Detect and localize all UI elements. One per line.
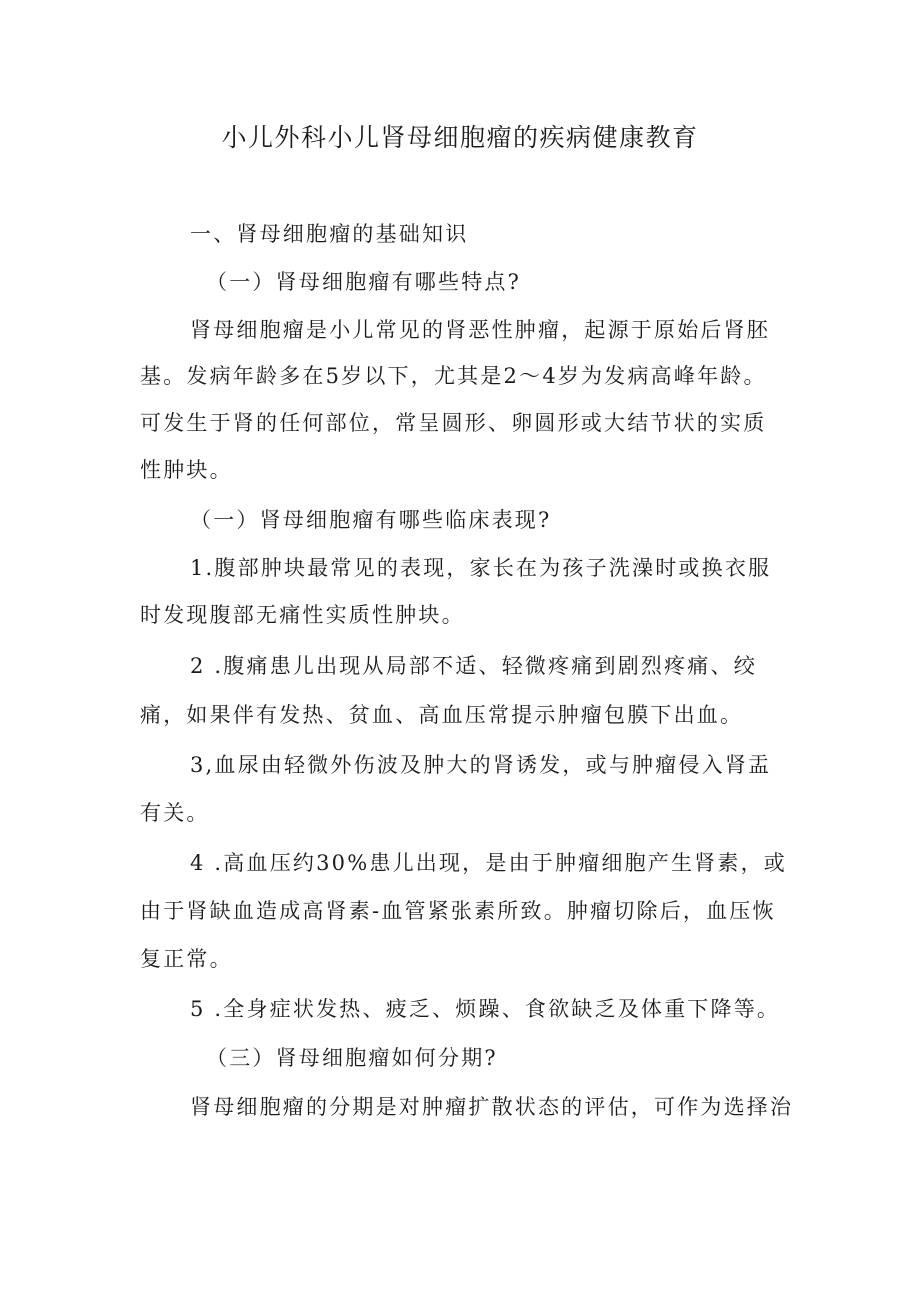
list-item-line: 2 .腹痛患儿出现从局部不适、轻微疼痛到剧烈疼痛、绞 [190, 654, 757, 678]
paragraph-line: 基。发病年龄多在5岁以下，尤其是2～4岁为发病高峰年龄。 [140, 364, 767, 388]
list-item-line: 由于肾缺血造成高肾素-血管紧张素所致。肿瘤切除后，血压恢 [140, 899, 776, 923]
paragraph-line: 性肿块。 [140, 458, 233, 482]
document-title: 小儿外科小儿肾母细胞瘤的疾病健康教育 [221, 123, 699, 152]
section-heading: 一、肾母细胞瘤的基础知识 [190, 222, 469, 246]
paragraph-line: 可发生于肾的任何部位，常呈圆形、卵圆形或大结节状的实质 [140, 411, 767, 435]
list-item-line: 时发现腹部无痛性实质性肿块。 [140, 603, 465, 627]
list-item-line: 痛，如果伴有发热、贫血、高血压常提示肿瘤包膜下出血。 [140, 703, 744, 727]
paragraph-line: 肾母细胞瘤是小儿常见的肾恶性肿瘤，起源于原始后肾胚 [190, 318, 770, 342]
subsection-heading: （一）肾母细胞瘤有哪些特点? [206, 270, 522, 294]
list-item-line: 5 .全身症状发热、疲乏、烦躁、食欲缺乏及体重下降等。 [190, 997, 781, 1021]
list-item-line: 3,血尿由轻微外伤波及肿大的肾诱发，或与肿瘤侵入肾盂 [190, 753, 772, 777]
list-item-line: 复正常。 [140, 947, 233, 971]
subsection-heading: （一）肾母细胞瘤有哪些临床表现? [190, 508, 552, 532]
list-item-line: 1.腹部肿块最常见的表现，家长在为孩子洗澡时或换衣服 [190, 556, 772, 580]
list-item-line: 4 .高血压约30%患儿出现，是由于肿瘤细胞产生肾素，或 [190, 851, 787, 875]
list-item-line: 有关。 [140, 801, 210, 825]
subsection-heading: （三）肾母细胞瘤如何分期? [206, 1046, 498, 1070]
paragraph-line: 肾母细胞瘤的分期是对肿瘤扩散状态的评估，可作为选择治 [190, 1095, 794, 1119]
